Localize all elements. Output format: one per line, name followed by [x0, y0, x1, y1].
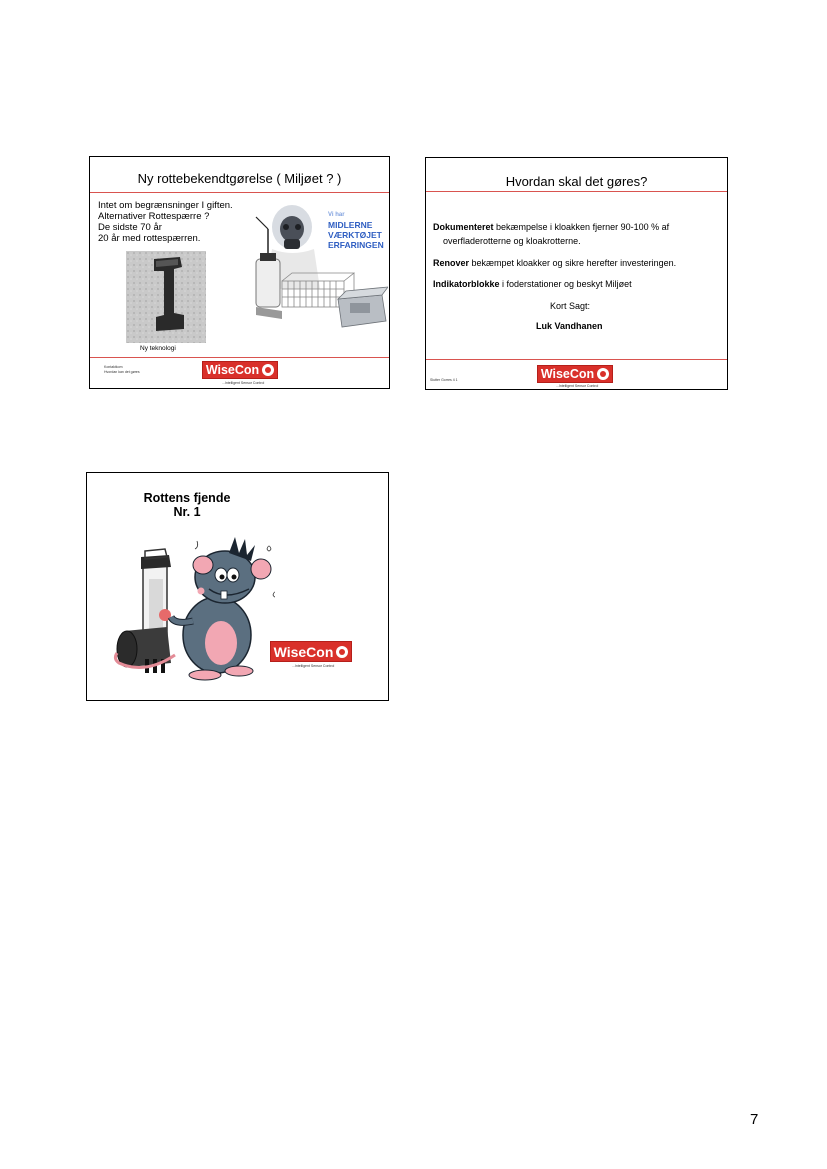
slide1-line-3: De sidste 70 år: [98, 222, 162, 233]
slide2-title-rule: [426, 191, 727, 192]
cartoon-rat-illustration: [105, 535, 275, 685]
monkey-face-icon: [597, 368, 609, 380]
slide2-footer-rule: [426, 359, 727, 360]
slide1-title-rule: [90, 192, 389, 193]
slide-rottebekendtgorelse: [89, 156, 390, 389]
poster-line-3: VÆRKTØJET: [328, 230, 382, 240]
slide2-p1-rest: bekæmpelse i kloakken fjerner 90-100 % af: [493, 222, 670, 232]
slide2-paragraph-2: [433, 258, 676, 268]
slide2-p3-rest: i foderstationer og beskyt Miljøet: [499, 279, 632, 289]
slide2-title: Hvordan skal det gøres?: [505, 174, 648, 189]
slide1-line-1: Intet om begrænsninger I giften.: [98, 200, 233, 211]
slide1-footer-line-2: Hvordan kan det gøres: [104, 370, 140, 374]
slide2-p2-rest: bekæmpet kloakker og sikre herefter investeringen.: [469, 258, 677, 268]
logo-tagline: ...Intelligent Sensor Control: [222, 381, 265, 385]
slide-hvordan: [425, 157, 728, 390]
slide1-line-4: 20 år med rottespærren.: [98, 233, 201, 244]
slide2-p3-bold: Indikatorblokke: [433, 279, 500, 289]
slide-rottens-fjende: [86, 472, 389, 701]
slide1-title: Ny rottebekendtgørelse ( Miljøet ? ): [137, 171, 342, 186]
slide2-kort-sagt: Kort Sagt:: [550, 301, 591, 311]
slide2-luk-vandhanen: Luk Vandhanen: [536, 321, 603, 331]
slide2-p2-bold: Renover: [433, 258, 470, 268]
slide1-footer-line-1: Kontaktkom: [104, 365, 123, 369]
poster-line-1: Vi har: [328, 212, 345, 218]
poster-line-2: MIDLERNE: [328, 220, 373, 230]
logo-wordmark: WiseCon: [273, 643, 334, 660]
slide1-line-2: Alternativer Rottespærre ?: [98, 211, 210, 222]
poster-text: [328, 210, 384, 250]
slide2-footer-text: Slutter Gorres 4 1: [430, 378, 458, 382]
slide2-paragraph-1-line-2: overfladerotterne og kloakrotterne.: [443, 236, 581, 246]
page-number: 7: [750, 1111, 759, 1128]
slide2-p1-bold: Dokumenteret: [433, 222, 494, 232]
logo-wordmark: WiseCon: [205, 363, 260, 377]
slide2-paragraph-1: [433, 222, 669, 232]
logo-tagline: ...Intelligent Sensor Control: [556, 384, 599, 388]
slide1-body: [98, 200, 233, 244]
slide3-title-line-1: Rottens fjende: [143, 491, 231, 505]
logo-wordmark: WiseCon: [540, 367, 595, 381]
slide3-title: [87, 491, 287, 519]
monkey-face-icon: [262, 364, 274, 376]
wisecon-logo: [270, 641, 352, 662]
slide3-title-line-2: Nr. 1: [173, 505, 201, 519]
logo-tagline: ...Intelligent Sensor Control: [292, 664, 335, 668]
poster-line-4: ERFARINGEN: [328, 240, 384, 250]
slide1-footer-text: [104, 365, 140, 375]
slide1-image-caption: Ny teknologi: [140, 345, 176, 352]
rat-barrier-photo: [126, 251, 206, 343]
slide1-footer-rule: [90, 357, 389, 358]
wisecon-logo: [537, 365, 613, 383]
wisecon-logo: [202, 361, 278, 379]
slide2-paragraph-3: [433, 279, 632, 289]
monkey-face-icon: [336, 646, 348, 658]
